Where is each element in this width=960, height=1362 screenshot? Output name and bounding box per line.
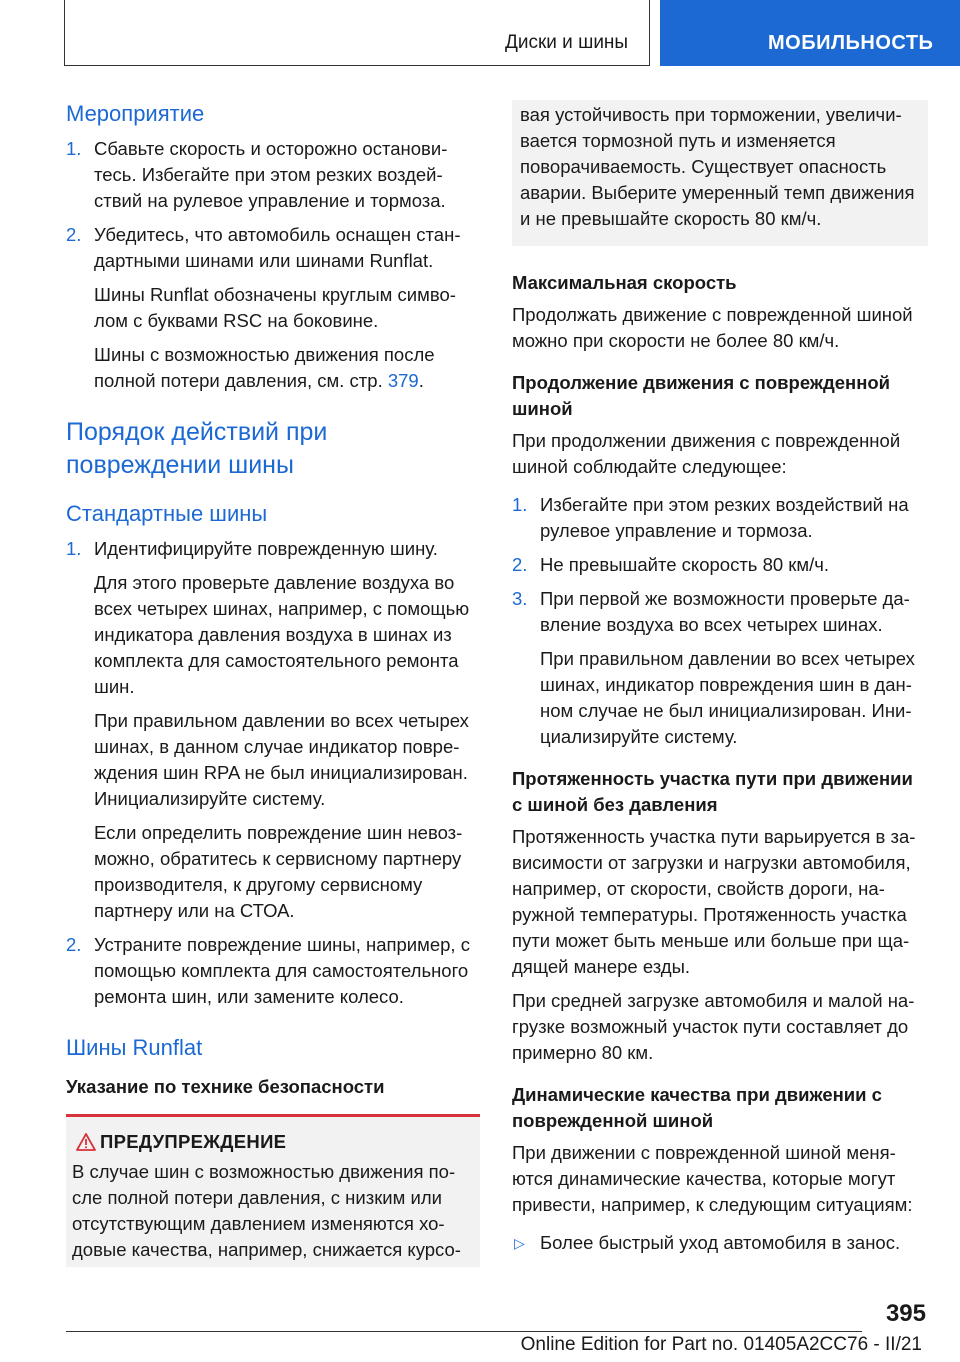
warning-triangle-icon (76, 1133, 96, 1151)
list-subparagraph: Для этого проверьте давление воздуха во всех четырех шинах, например, с помощью индикатора давления воздуха в шинах из комплекта для самостоятельного ремонта шин. (94, 572, 470, 697)
page-reference-link[interactable]: 379 (387, 370, 419, 391)
header-section-title: Диски и шины (505, 32, 629, 53)
warning-label: ПРЕДУПРЕЖДЕНИЕ (100, 1131, 287, 1152)
continue-driving-heading: Продолжение движения с поврежденной шиной (512, 372, 891, 419)
max-speed-text: Продолжать движение с поврежденной шиной можно при скорости не более 80 км/ч. (512, 304, 913, 351)
list-item (512, 552, 928, 578)
list-text: Сбавьте скорость и осторожно остановитесь. Избегайте при этом резких воздействий на рулевое управление и тормоза. (94, 138, 448, 211)
list-item (512, 1230, 928, 1256)
runflat-heading: Шины Runflat (66, 1035, 203, 1060)
warning-text: В случае шин с возможностью движения после полной потери давления, с низким или отсутствующим давлением изменяются ходовые качества, например, снижается курсо- (72, 1161, 461, 1260)
list-text: Устраните повреждение шины, например, с помощью комплекта для самостоятельного ремонта шин, или замените колесо. (94, 934, 470, 1007)
distance-text: При средней загрузке автомобиля и малой нагрузке возможный участок пути составляет до примерно 80 км. (512, 990, 915, 1063)
list-subparagraph: Шины Runflat обозначены круглым символом с буквами RSC на боковине. (94, 284, 456, 331)
procedure-heading: Порядок действий при повреждении шины (66, 418, 328, 479)
footer-edition: Online Edition for Part no. 01405A2CC76 - II/21 (520, 1334, 922, 1355)
list-subparagraph (66, 342, 480, 394)
list-item (66, 136, 480, 214)
distance-text: Протяженность участка пути варьируется в зависимости от загрузки и нагрузки автомобиля, например, от скорости, свойств дороги, наружной температуры. Протяженность участка пути может быть меньше или больше при щадящей манере езды. (512, 826, 916, 977)
reference-tail: . (418, 370, 424, 391)
list-number: 2. (512, 554, 528, 575)
list-number: 2. (66, 224, 82, 245)
list-number: 3. (512, 588, 528, 609)
distance-heading: Протяженность участка пути при движении с шиной без давления (512, 768, 913, 815)
list-item (66, 536, 480, 562)
list-item (66, 222, 480, 274)
dynamics-text: При движении с поврежденной шиной меняются динамические качества, которые могут привести, например, к следующим ситуациям: (512, 1142, 913, 1215)
footer-divider (66, 1331, 862, 1332)
list-number: 1. (66, 538, 82, 559)
right-column (512, 100, 928, 1264)
header-chapter-label: МОБИЛЬНОСТЬ (768, 32, 934, 54)
reference-text: Шины с возможностью движения после полной потери давления, см. стр. (94, 344, 435, 391)
list-number: 1. (66, 138, 82, 159)
warning-continuation: вая устойчивость при торможении, увеличивается тормозной путь и изменяется поворачиваемость. Существует опасность аварии. Выберите умеренный темп движения и не превышайте скорость 80 км/ч. (512, 100, 928, 246)
safety-heading: Указание по технике безопасности (66, 1076, 385, 1097)
list-subparagraph: При правильном давлении во всех четырех шинах, индикатор повреждения шин в данном случае не был инициализирован. Инициализируйте систему. (540, 648, 915, 747)
warning-title (72, 1131, 474, 1153)
list-text: Не превышайте скорость 80 км/ч. (540, 554, 830, 575)
header-chapter-tab (660, 0, 960, 66)
list-item (512, 492, 928, 544)
list-subparagraph: Если определить повреждение шин невозможно, обратитесь к сервисному партнеру производителя, к другому сервисному партнеру или на СТОА. (94, 822, 463, 921)
list-text: Более быстрый уход автомобиля в занос. (540, 1232, 901, 1253)
max-speed-heading: Максимальная скорость (512, 272, 737, 293)
dynamics-heading: Динамические качества при движении с поврежденной шиной (512, 1084, 882, 1131)
list-text: При первой же возможности проверьте давление воздуха во всех четырех шинах. (540, 588, 910, 635)
measures-heading: Мероприятие (66, 101, 205, 126)
standard-tires-heading: Стандартные шины (66, 501, 268, 526)
left-column (66, 100, 480, 1267)
warning-box (66, 1117, 480, 1267)
list-item (66, 932, 480, 1010)
list-text: Избегайте при этом резких воздействий на рулевое управление и тормоза. (540, 494, 909, 541)
list-number: 1. (512, 494, 528, 515)
page-number: 395 (885, 1300, 926, 1327)
list-number: 2. (66, 934, 82, 955)
triangle-bullet-icon: ▷ (514, 1235, 525, 1251)
list-subparagraph: При правильном давлении во всех четырех шинах, в данном случае индикатор повреждения шин RPA не был инициализирован. Инициализируйте систему. (94, 710, 469, 809)
list-item (512, 586, 928, 638)
list-text: Идентифицируйте поврежденную шину. (94, 538, 438, 559)
list-text: Убедитесь, что автомобиль оснащен стандартными шинами или шинами Runflat. (94, 224, 461, 271)
continue-driving-text: При продолжении движения с поврежденной шиной соблюдайте следующее: (512, 430, 901, 477)
